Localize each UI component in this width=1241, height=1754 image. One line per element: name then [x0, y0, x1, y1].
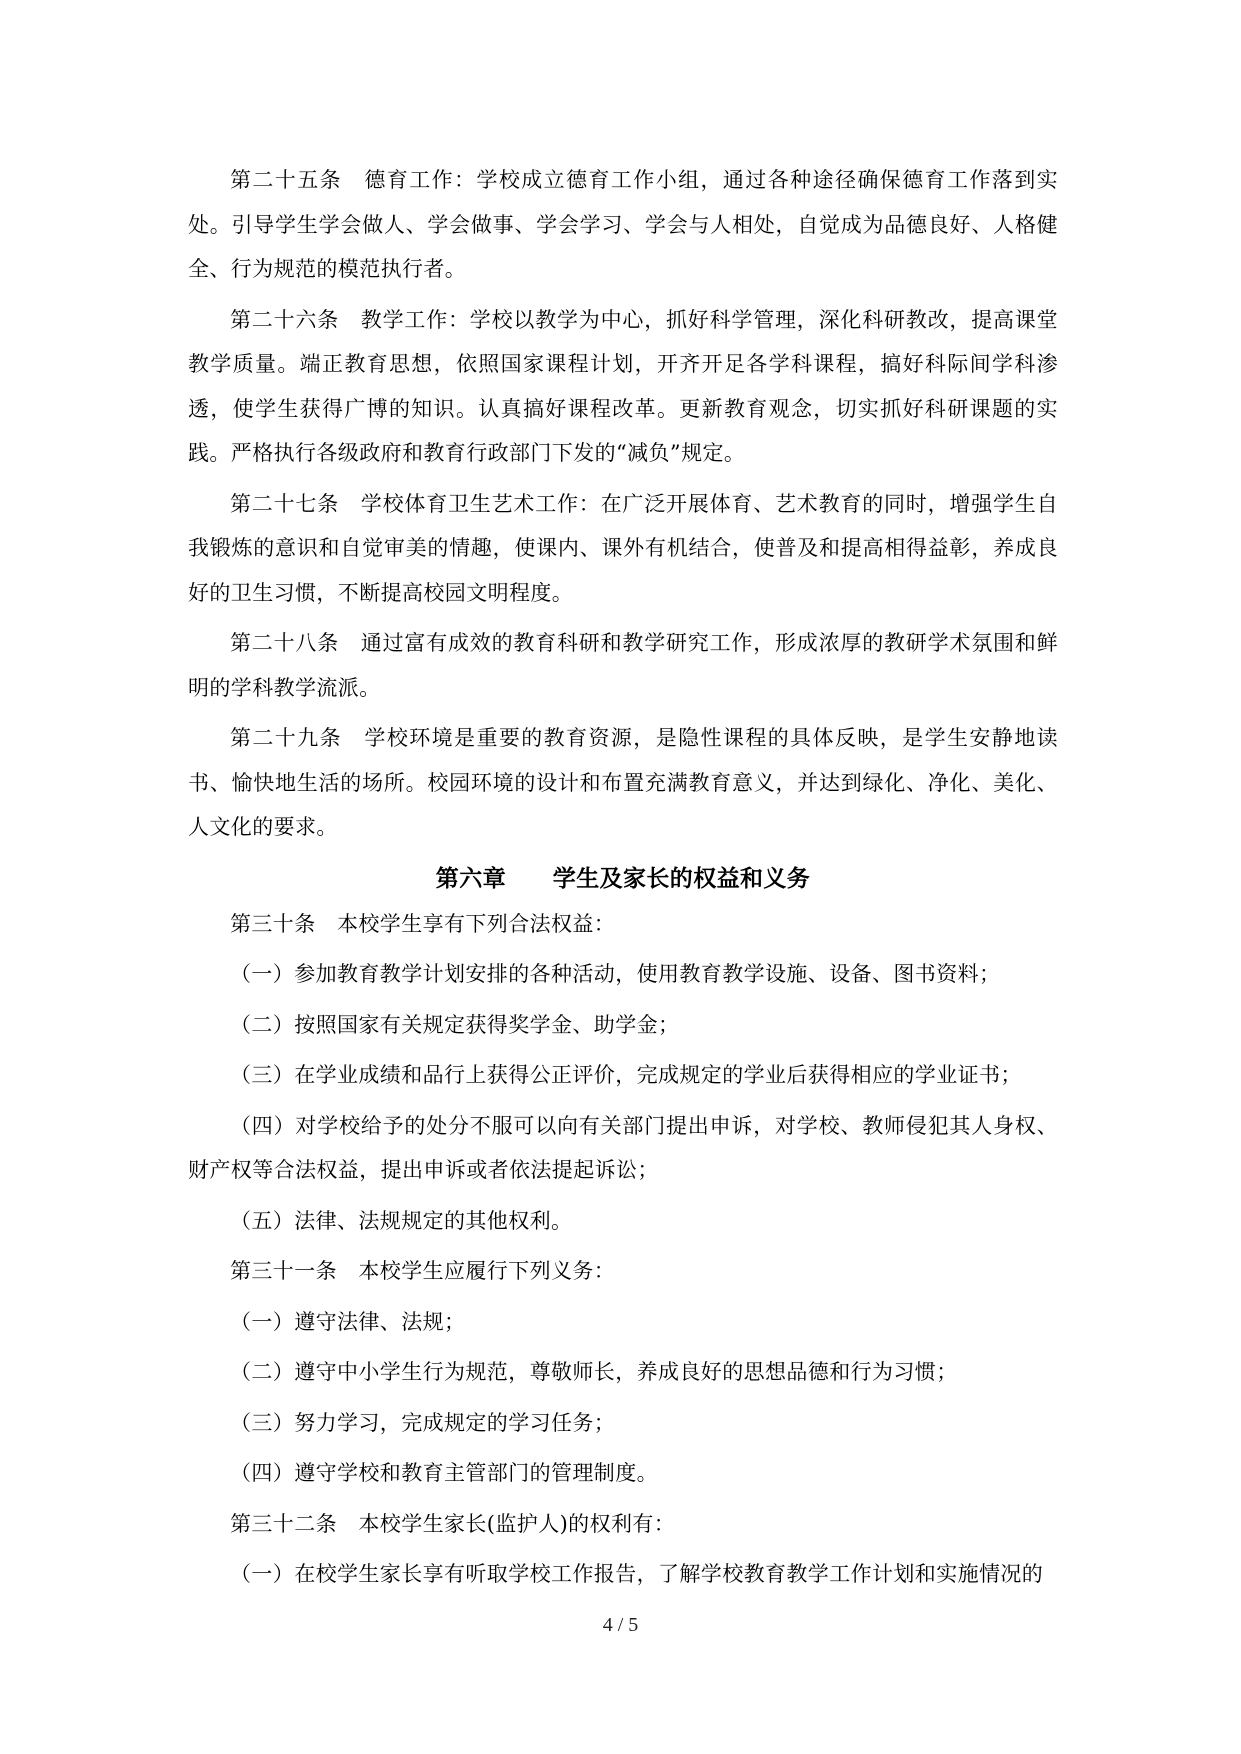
article-30-item-5: （五）法律、法规规定的其他权利。	[230, 1208, 573, 1233]
article-31-item-2: （二）遵守中小学生行为规范，尊敬师长，养成良好的思想品德和行为习惯；	[230, 1360, 958, 1384]
article-32-item-1: （一）在校学生家长享有听取学校工作报告，了解学校教育教学工作计划和实施情况的	[230, 1562, 1044, 1586]
document-body	[188, 158, 1058, 1603]
article-28: 第二十八条 通过富有成效的教育科研和教学研究工作，形成浓厚的教研学术氛围和鲜明的学科教学流派。	[188, 631, 1058, 700]
article-30-item-1: （一）参加教育教学计划安排的各种活动，使用教育教学设施、设备、图书资料；	[230, 962, 1001, 986]
article-31-item-4: （四）遵守学校和教育主管部门的管理制度。	[230, 1461, 658, 1485]
page-number: 4 / 5	[602, 1614, 639, 1636]
article-30-item-3: （三）在学业成绩和品行上获得公正评价，完成规定的学业后获得相应的学业证书；	[230, 1063, 1022, 1087]
article-25: 第二十五条 德育工作：学校成立德育工作小组，通过各种途径确保德育工作落到实处。引导学生学会做人、学会做事、学会学习、学会与人相处，自觉成为品德良好、人格健全、行为规范的模范执行者。	[188, 168, 1058, 281]
article-30-item-4: （四）对学校给予的处分不服可以向有关部门提出申诉，对学校、教师侵犯其人身权、财产权等合法权益，提出申诉或者依法提起诉讼；	[188, 1113, 1058, 1182]
article-30: 第三十条 本校学生享有下列合法权益：	[230, 911, 616, 936]
article-31-item-3: （三）努力学习，完成规定的学习任务；	[230, 1410, 616, 1435]
article-31: 第三十一条 本校学生应履行下列义务：	[230, 1259, 616, 1283]
article-26: 第二十六条 教学工作：学校以教学为中心，抓好科学管理，深化科研教改，提高课堂教学质量。端正教育思想，依照国家课程计划，开齐开足各学科课程，搞好科际间学科渗透，使学生获得广博的知识。认真搞好课程改革。更新教育观念，切实抓好科研课题的实践。严格执行各级政府和教育行政部门下发的“减负”规定。	[188, 307, 1058, 465]
chapter-heading: 第六章 学生及家长的权益和义务	[435, 865, 811, 892]
article-31-item-1: （一）遵守法律、法规；	[230, 1309, 466, 1334]
article-27: 第二十七条 学校体育卫生艺术工作：在广泛开展体育、艺术教育的同时，增强学生自我锻炼的意识和自觉审美的情趣，使课内、课外有机结合，使普及和提高相得益彰，养成良好的卫生习惯，不断提高校园文明程度。	[188, 491, 1058, 605]
article-32: 第三十二条 本校学生家长(监护人)的权利有：	[230, 1511, 676, 1536]
article-29: 第二十九条 学校环境是重要的教育资源，是隐性课程的具体反映，是学生安静地读书、愉快地生活的场所。校园环境的设计和布置充满教育意义，并达到绿化、净化、美化、人文化的要求。	[188, 726, 1058, 839]
article-30-item-2: （二）按照国家有关规定获得奖学金、助学金；	[230, 1012, 680, 1037]
